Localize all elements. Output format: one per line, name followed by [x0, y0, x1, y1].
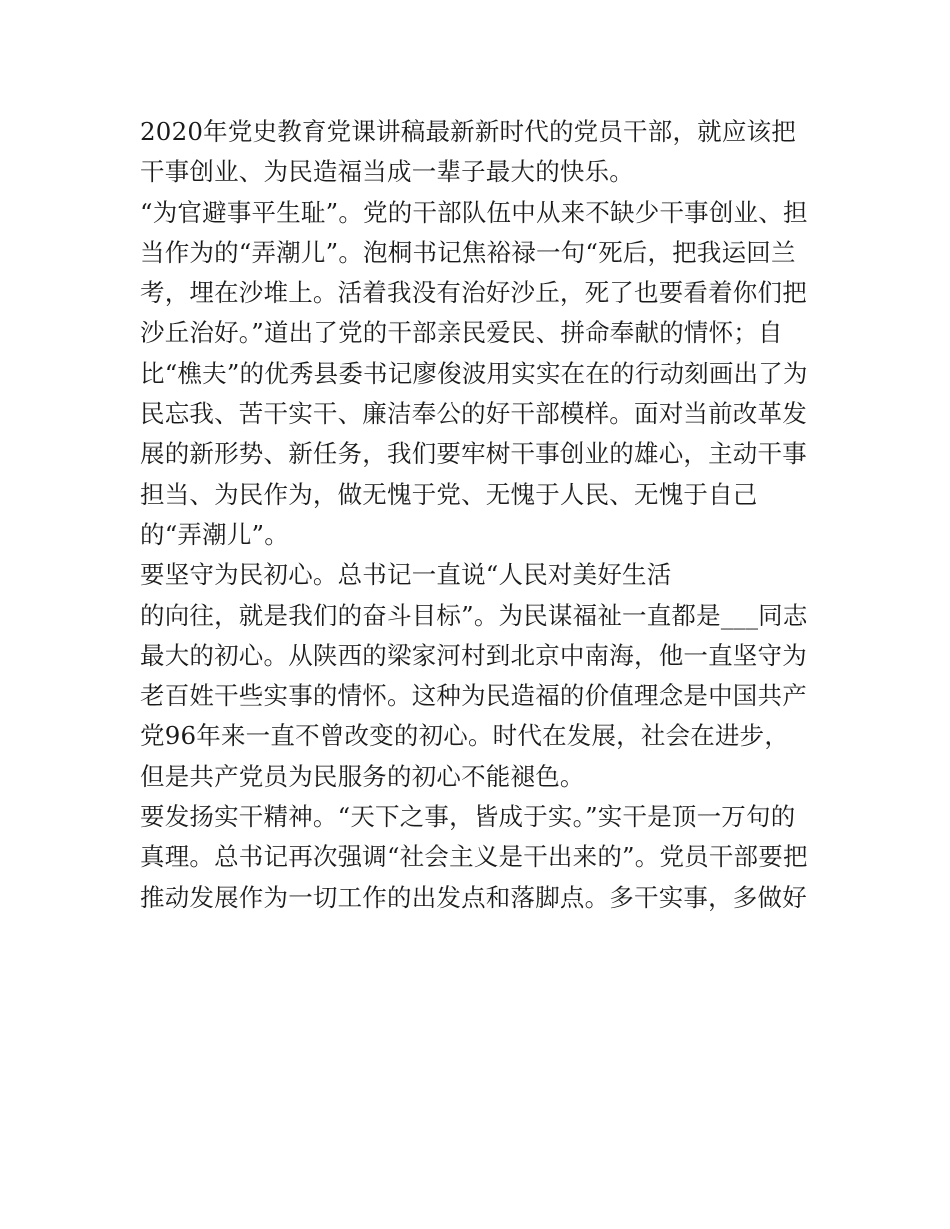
text-line: 沙丘治好。”道出了党的干部亲民爱民、拼命奉献的情怀；自 — [140, 318, 783, 348]
text-line: 真理。总书记再次强调“社会主义是干出来的”。党员干部要把 — [140, 842, 808, 872]
text-line: 但是共产党员为民服务的初心不能褪色。 — [140, 761, 585, 791]
text-line: 干事创业、为民造福当成一辈子最大的快乐。 — [140, 157, 634, 187]
text-line: 考，埋在沙堆上。活着我没有治好沙丘，死了也要看着你们把 — [140, 278, 807, 308]
text-line: 老百姓干些实事的情怀。这种为民造福的价值理念是中国共产 — [140, 681, 807, 711]
text-line: 担当、为民作为，做无愧于党、无愧于人民、无愧于自己 — [140, 479, 758, 509]
text-line: 2020年党史教育党课讲稿最新新时代的党员干部，就应该把 — [140, 117, 796, 146]
text-line: 当作为的“弄潮儿”。泡桐书记焦裕禄一句“死后，把我运回兰 — [140, 237, 796, 267]
text-line: 民忘我、苦干实干、廉洁奉公的好干部模样。面对当前改革发 — [140, 399, 807, 429]
text-line: 比“樵夫”的优秀县委书记廖俊波用实实在在的行动刻画出了为 — [140, 358, 808, 388]
text-line: 的“弄潮儿”。 — [140, 519, 289, 549]
text-line: 的向往，就是我们的奋斗目标”。为民谋福祉一直都是___同志 — [140, 600, 808, 630]
text-line: 党96年来一直不曾改变的初心。时代在发展，社会在进步， — [140, 721, 790, 751]
text-line: 要坚守为民初心。总书记一直说“人民对美好生活 — [140, 560, 672, 590]
text-line: 展的新形势、新任务，我们要牢树干事创业的雄心，主动干事 — [140, 439, 807, 469]
text-line: “为官避事平生耻”。党的干部队伍中从来不缺少干事创业、担 — [140, 197, 808, 227]
text-line: 要发扬实干精神。“天下之事，皆成于实。”实干是顶一万句的 — [140, 802, 796, 832]
document-body — [140, 112, 820, 918]
text-line: 最大的初心。从陕西的梁家河村到北京中南海，他一直坚守为 — [140, 640, 807, 670]
text-line: 推动发展作为一切工作的出发点和落脚点。多干实事，多做好 — [140, 882, 807, 912]
